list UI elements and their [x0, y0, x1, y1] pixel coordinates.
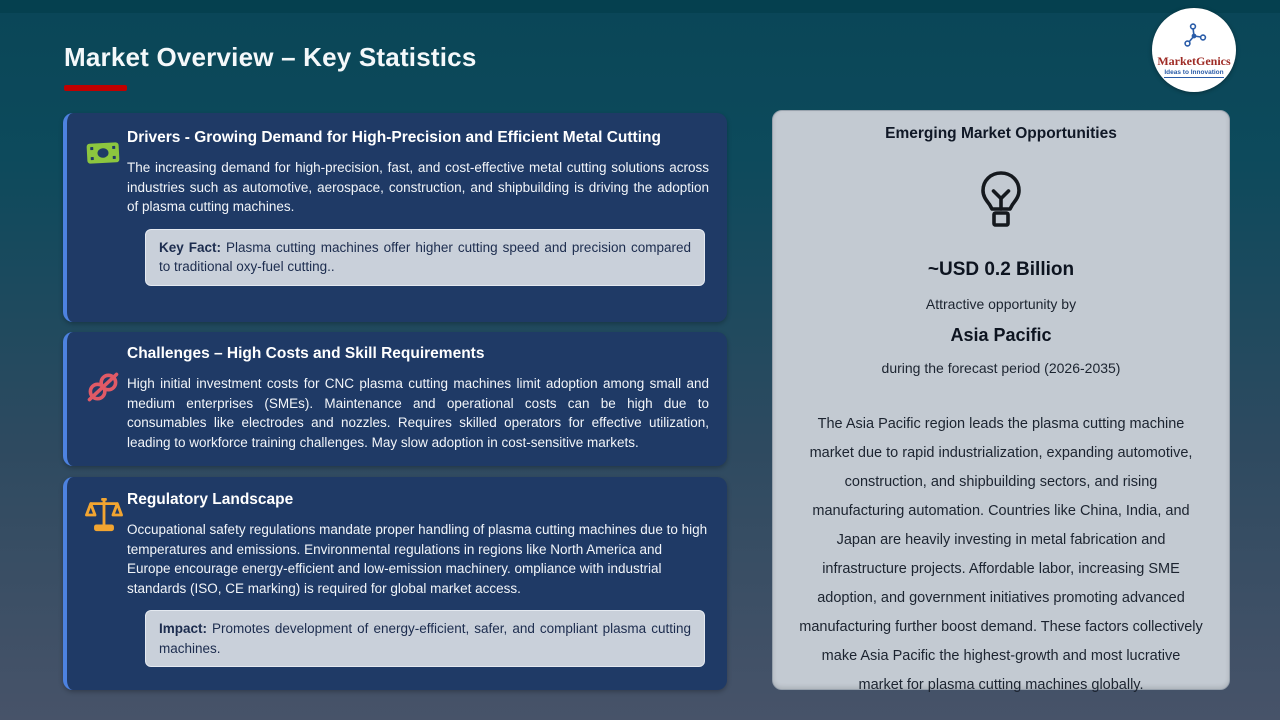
- challenges-card: [63, 332, 727, 466]
- drivers-card-title: Drivers - Growing Demand for High-Precision and Efficient Metal Cutting: [127, 129, 661, 146]
- key-fact-callout: [145, 229, 705, 286]
- opportunity-value: ~USD 0.2 Billion: [927, 259, 1075, 280]
- regulatory-card: [63, 477, 727, 690]
- card-icon-column: [85, 341, 127, 454]
- title-underline: [64, 85, 127, 91]
- card-content: [127, 341, 709, 454]
- money-bill-icon: [85, 154, 121, 171]
- challenges-card-body: High initial investment costs for CNC plasma cutting machines limit adoption among small and medium enterprises (SMEs). Maintenance and operational costs can be high due to consumables like electrodes and nozzles. Requires skilled operators for effective utilization, leading to workforce training challenges. May slow adoption in cost-sensitive markets.: [127, 376, 709, 450]
- drivers-card-body: The increasing demand for high-precision, fast, and cost-effective metal cutting solutions across industries such as automotive, aerospace, construction, and shipbuilding is driving the adoption of plasma cutting machines.: [127, 160, 709, 214]
- impact-text: Promotes development of energy-efficient, safer, and compliant plasma cutting machines.: [159, 621, 691, 656]
- page-title: Market Overview – Key Statistics: [64, 42, 477, 72]
- challenges-card-title: Challenges – High Costs and Skill Requirements: [127, 345, 485, 362]
- scales-icon: [85, 520, 123, 537]
- impact-label: Impact:: [159, 621, 208, 636]
- logo-name: MarketGenics: [1157, 54, 1231, 68]
- drivers-card: [63, 113, 727, 322]
- card-icon-column: [85, 125, 127, 310]
- card-content: [127, 487, 709, 678]
- top-accent-strip: [0, 0, 1280, 13]
- opportunity-description: The Asia Pacific region leads the plasma cutting machine market due to rapid industrialization, expanding automotive, construction, and shipbuilding sectors, and rising manufacturing automation. Countries like China, India, and Japan are heavily investing in metal fabrication and infrastructure projects. Affordable labor, increasing SME adoption, and government initiatives promoting advanced manufacturing further boost demand. These factors collectively make Asia Pacific the highest-growth and most lucrative market for plasma cutting machines globally.: [799, 416, 1203, 693]
- lightbulb-icon: [975, 169, 1027, 231]
- emerging-opportunities-panel: [772, 110, 1230, 693]
- marketgenics-logo: [1152, 8, 1236, 92]
- opportunity-region: Asia Pacific: [950, 325, 1052, 345]
- opportunity-subtitle: Attractive opportunity by: [925, 296, 1077, 312]
- logo-tagline: Ideas to Innovation: [1164, 69, 1224, 76]
- panel-title: Emerging Market Opportunities: [885, 125, 1117, 142]
- impact-callout: [145, 610, 705, 667]
- key-fact-label: Key Fact:: [159, 239, 222, 255]
- regulatory-card-title: Regulatory Landscape: [127, 491, 294, 508]
- opportunity-period: during the forecast period (2026-2035): [881, 360, 1121, 376]
- broken-link-icon: [85, 392, 121, 409]
- card-content: [127, 125, 709, 310]
- key-fact-text: Plasma cutting machines offer higher cutting speed and precision compared to traditional oxy-fuel cutting..: [159, 239, 691, 274]
- regulatory-card-body: Occupational safety regulations mandate proper handling of plasma cutting machines due to high temperatures and emissions. Environmental regulations in regions like North America and Europe encourage energy-efficient and low-emission machinery. ompliance with industrial standards (ISO, CE marking) is required for global market access.: [127, 522, 708, 596]
- card-icon-column: [85, 487, 127, 678]
- molecule-network-icon: [1181, 22, 1207, 53]
